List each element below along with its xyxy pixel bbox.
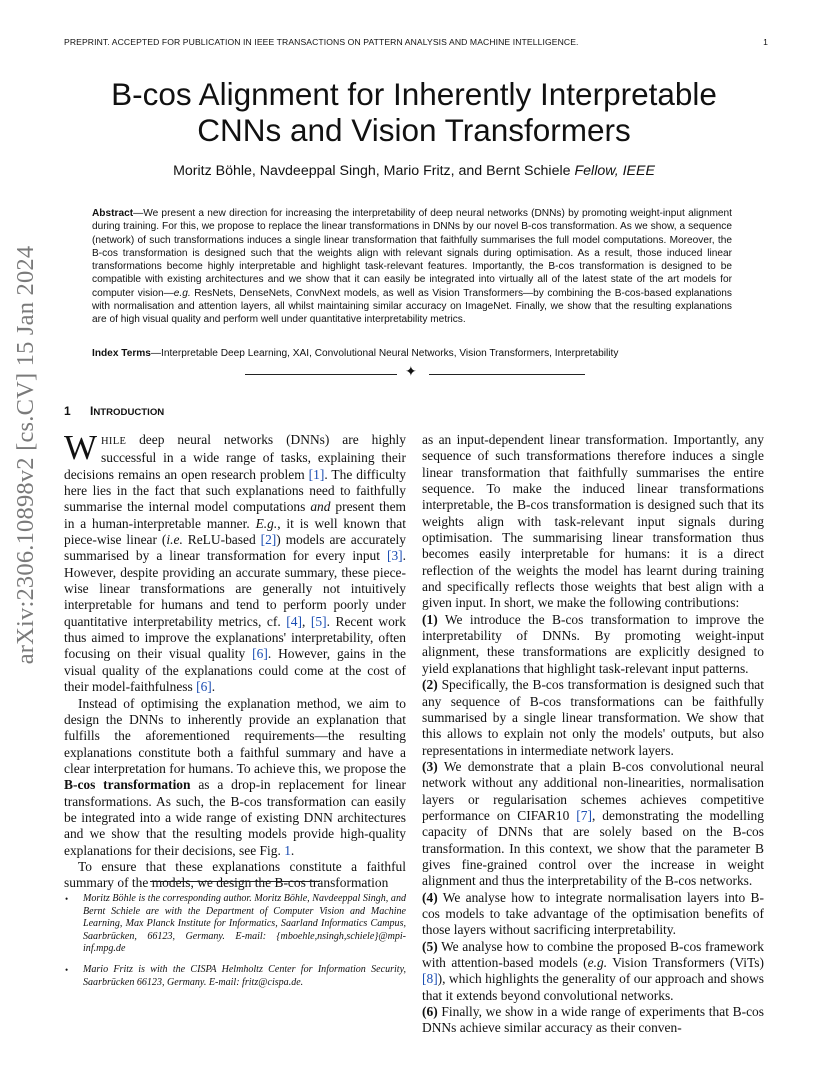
abstract: [92, 207, 732, 327]
text-run: as an input-dependent linear transformation. Importantly, any sequence of such transformations therefore induces a single linear transformation that faithfully summarises the entire sequence. To make the induced linear transformations interpretable, the B-cos transformation is designed such that its weights align with task-relevant input signals during optimisation. The summarising linear transformation thus becomes easily interpretable for humans: it is a direct reflection of the weights the model has learnt during training and specifically reflects those weights that best align with a given input. In short, we make the following contributions:: [422, 432, 764, 611]
paper-title: [40, 76, 788, 148]
citation-link[interactable]: [8]: [422, 971, 438, 987]
emphasis: i.e.: [166, 532, 183, 548]
paragraph-3: [64, 859, 406, 892]
abstract-text-a: —We present a new direction for increasing the interpretability of deep neural networks (DNNs) by promoting weight-input alignment during training. For this, we propose to replace the linear transformations in DNNs by our novel B-cos transformation. As we show, a sequence (network) of such transformations induces a single linear transformation that faithfully summarises the full model computations. Moreover, the B-cos transformation is designed such that the weights align with relevant signals during optimisation. As a result, those induced linear transformations become highly interpretable and highlight task-relevant features. Importantly, the B-cos transformation is designed to be compatible with existing architectures and we show that it can easily be integrated into virtually all of the latest state of the art models for computer vision—: [92, 208, 732, 299]
text-run: . However, despite providing an accurate summary, these piece-wise linear transformations are generally not intuitively interpretable for humans and tend to perform poorly under quantitative interpretability metrics, cf.: [64, 548, 406, 629]
divider-line-right: [429, 374, 585, 375]
contribution-5: [422, 939, 764, 1004]
section-heading: [64, 404, 164, 418]
text-run: We analyse how to combine the proposed B-cos framework with attention-based models (: [422, 938, 764, 970]
citation-link[interactable]: [6]: [196, 679, 212, 695]
left-column: [64, 428, 406, 892]
footnote-bullet: •: [65, 965, 69, 975]
footnote-affiliation-1: Moritz Böhle is the corresponding author. Moritz Böhle, Navdeeppal Singh, and Bernt Schiele are with the Department of Computer Vision and Machine Learning, Max Planck Institute for Informatics, Saarland Informatics Campus, Saarbrücken, 66123, Germany. E-mail: {mboehle,nsingh,schiele}@mpi-inf.mpg.de: [83, 893, 406, 955]
text-run: Vision Transformers (ViTs): [607, 955, 764, 970]
contribution-number: (4): [422, 889, 438, 905]
contribution-4: [422, 890, 764, 939]
text-run: To ensure that these explanations constitute a faithful summary of the models, we design the B-cos transformation: [64, 858, 406, 891]
section-number: 1: [64, 404, 71, 418]
arxiv-stamp: [9, 245, 43, 665]
text-run: We demonstrate that a plain B-cos convolutional neural network without any additional non-linearities, normalisation layers or regularisation schemes achieves competitive performance on CIFAR10: [422, 758, 764, 823]
text-run: present them in a human-interpretable manner.: [64, 499, 406, 531]
index-terms-label: Index Terms: [92, 348, 151, 359]
divider-star-icon: ✦: [405, 365, 417, 380]
citation-link[interactable]: [5]: [310, 613, 327, 629]
abstract-text-b: ResNets, DenseNets, ConvNext models, as well as Vision Transformers—by combining the B-cos-based explanations with normalisation and attention layers, all whilst maintaining similar accuracy on ImageNet. Finally, we show that the resulting explanations are of high visual quality and perform well under quantitative interpretability metrics.: [92, 287, 732, 326]
contribution-2: [422, 677, 764, 759]
opening-word: HILE: [101, 436, 127, 447]
authors-suffix: Fellow, IEEE: [574, 163, 655, 179]
paragraph-continued: [422, 432, 764, 612]
authors-names: Moritz Böhle, Navdeeppal Singh, Mario Fritz, and Bernt Schiele: [173, 163, 571, 179]
text-run: .: [211, 679, 216, 695]
text-run: . The difficulty here lies in the fact that such explanations need to faithfully summarise the internal model computations: [64, 466, 406, 515]
figure-link[interactable]: 1: [284, 842, 291, 858]
index-terms: [92, 348, 732, 359]
section-divider: [245, 365, 585, 380]
contribution-number: (3): [422, 758, 438, 774]
running-head-text: PREPRINT. ACCEPTED FOR PUBLICATION IN IEEE TRANSACTIONS ON PATTERN ANALYSIS AND MACHINE INTELLIGENCE.: [64, 37, 579, 47]
text-run: deep neural networks (DNNs) are highly successful in a wide range of tasks, explaining their decisions remains an open research problem: [64, 432, 406, 482]
contribution-number: (2): [422, 677, 438, 693]
text-run: ), which highlights the generality of our approach and shows that it extends beyond convolutional networks.: [422, 971, 764, 1003]
text-run: Finally, we show in a wide range of experiments that B-cos DNNs achieve similar accuracy as their conven-: [422, 1004, 764, 1036]
footnote-affiliation-2: Mario Fritz is with the CISPA Helmholtz Center for Information Security, Saarbrücken 66123, Germany. E-mail: fritz@cispa.de.: [83, 964, 406, 988]
author-list: [40, 163, 788, 179]
text-run: Instead of optimising the explanation method, we aim to design the DNNs to inherently provide an explanation that fulfills the aforementioned requirements—the resulting explanations constitute both a faithful summary and have a clear interpretation for humans. To achieve this, we propose the: [64, 695, 406, 776]
title-line-2: CNNs and Vision Transformers: [197, 112, 631, 148]
footnote-rule: [150, 881, 320, 882]
citation-link[interactable]: [3]: [386, 548, 403, 564]
contribution-number: (1): [422, 611, 438, 627]
text-run: , demonstrating the modelling capacity of DNNs that are solely based on the B-cos transformation. In this context, we show that the parameter B gives fine-grained control over the increase in weight alignment and thus the interpretability of the B-cos networks.: [422, 807, 764, 889]
contribution-3: [422, 759, 764, 890]
section-title-initial: I: [90, 404, 94, 418]
text-run: .: [290, 842, 295, 858]
text-run: as a drop-in replacement for linear transformations. As such, the B-cos transformation can easily be integrated into a wide range of existing DNN architectures and we show that the resulting models provide high-quality explanations for their decisions, see Fig.: [64, 777, 406, 858]
text-run: , it is well known that piece-wise linear (: [64, 515, 406, 548]
abstract-eg: e.g.: [173, 287, 191, 299]
text-run: We introduce the B-cos transformation to improve the interpretability of DNNs. By promoting weight-input alignment, these transformations are explicitly designed to yield explanations that highlight task-relevant input patterns.: [422, 611, 764, 676]
section-title-rest: NTRODUCTION: [93, 407, 165, 418]
text-run: ,: [301, 613, 311, 629]
drop-cap: W: [64, 428, 98, 467]
contribution-1: [422, 612, 764, 677]
citation-link[interactable]: [1]: [308, 466, 325, 482]
citation-link[interactable]: [4]: [286, 613, 302, 629]
title-line-1: B-cos Alignment for Inherently Interpretable: [111, 76, 717, 112]
text-run: We analyse how to integrate normalisation layers into B-cos models to take advantage of the optimisation benefits of those layers without sacrificing interpretability.: [422, 889, 764, 938]
text-run: . However, gains in the visual quality of the explanations could come at the cost of their model-faithfulness: [64, 646, 406, 695]
abstract-label: Abstract: [92, 208, 134, 219]
citation-link[interactable]: [6]: [252, 646, 268, 662]
citation-link[interactable]: [7]: [576, 807, 592, 823]
contribution-6: [422, 1004, 764, 1037]
footnote-bullet: •: [65, 894, 69, 904]
text-run: ReLU-based: [182, 532, 261, 548]
paragraph-1: [64, 428, 406, 696]
text-run: Specifically, the B-cos transformation is designed such that any sequence of B-cos transformations can be faithfully summarised by a single linear transformation. We show that this allows to explain not only the models' outputs, but also representations in intermediate network layers.: [422, 677, 764, 758]
text-run: ) models are accurately summarised by a linear transformation for every input: [64, 532, 406, 564]
emphasis: e.g.: [587, 955, 608, 970]
emphasis: and: [310, 499, 331, 515]
bold-term: B-cos transformation: [64, 777, 191, 793]
emphasis: E.g.: [255, 515, 278, 531]
contribution-number: (6): [422, 1004, 438, 1020]
divider-line-left: [245, 374, 397, 375]
text-run: . Recent work thus aimed to improve the explanations' interpretability, often focusing on their visual quality: [64, 613, 406, 662]
paragraph-2: [64, 696, 406, 859]
right-column: [422, 432, 764, 1037]
running-head: [64, 37, 768, 47]
contribution-number: (5): [422, 938, 438, 954]
index-terms-text: —Interpretable Deep Learning, XAI, Convolutional Neural Networks, Vision Transformers, Interpretability: [150, 348, 619, 359]
arxiv-identifier: arXiv:2306.10898v2 [cs.CV] 15 Jan 2024: [12, 245, 39, 665]
citation-link[interactable]: [2]: [260, 532, 277, 548]
page-number: 1: [763, 37, 768, 47]
